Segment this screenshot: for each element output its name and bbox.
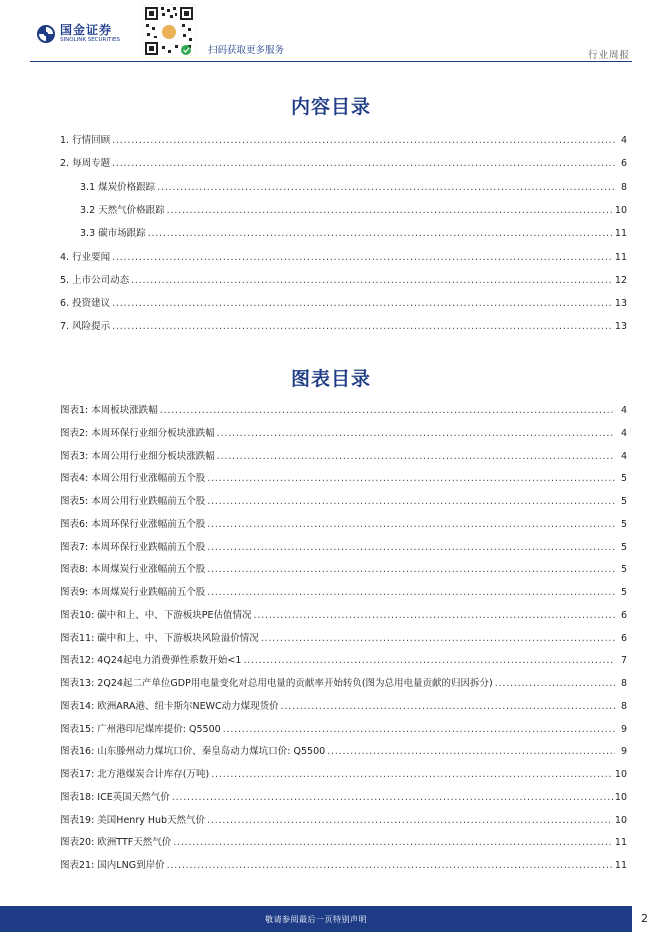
toc-leader-dots (207, 587, 615, 599)
toc-entry-label: 图表9: 本周煤炭行业跌幅前五个股 (60, 587, 206, 598)
toc-entry-page: 9 (620, 723, 627, 735)
logo-en-text: SINOLINK SECURITIES (60, 37, 120, 44)
toc-entry-label: 图表14: 欧洲ARA港、纽卡斯尔NEWC动力煤现货价 (60, 700, 279, 712)
toc-entry-page: 4 (620, 135, 627, 146)
toc-entry-label: 3.3 碳市场跟踪 (80, 228, 146, 240)
toc-entry-label: 图表7: 本周环保行业跌幅前五个股 (60, 541, 206, 553)
toc-entry-page: 10 (614, 791, 627, 803)
toc-entry-label: 5. 上市公司动态 (60, 274, 130, 286)
toc-entry-label: 图表1: 本周板块涨跌幅 (60, 405, 158, 416)
company-logo (36, 24, 120, 44)
toc-leader-dots (112, 158, 615, 170)
page-footer (0, 906, 662, 936)
toc-leader-dots (281, 701, 615, 713)
toc-entry-label: 图表13: 2Q24起二产单位GDP用电量变化对总用电量的贡献率开始转负(图为总用电量贡献的归因拆分) (60, 678, 493, 689)
toc-entry[interactable] (60, 746, 627, 758)
footer-disclaimer: 敬请参阅最后一页特别声明 (265, 915, 367, 924)
toc-leader-dots (495, 678, 615, 690)
toc-entry-label: 图表15: 广州港印尼煤库提价: Q5500 (60, 723, 221, 735)
toc-entry-page: 10 (614, 769, 627, 780)
toc-entry[interactable] (60, 701, 627, 713)
toc-entry-label: 7. 风险提示 (60, 321, 111, 333)
toc-entry-page: 8 (620, 181, 627, 193)
toc-entry-label: 图表5: 本周公用行业跌幅前五个股 (60, 496, 206, 507)
toc-entry[interactable] (80, 182, 627, 194)
figures-title: 图表目录 (290, 368, 371, 390)
toc-entry-label: 图表20: 欧洲TTF天然气价 (60, 837, 172, 849)
toc-entry-label: 2. 每周专题 (60, 158, 111, 170)
toc-entry[interactable] (60, 792, 627, 804)
toc-leader-dots (327, 746, 615, 758)
toc-entry-page: 4 (620, 427, 627, 439)
toc-entry-label: 图表12: 4Q24起电力消费弹性系数开始<1 (60, 655, 242, 667)
toc-entry-label: 6. 投资建议 (60, 298, 111, 310)
toc-entry-page: 5 (620, 541, 627, 553)
toc-leader-dots (217, 451, 615, 463)
toc-leader-dots (112, 298, 613, 310)
toc-entry[interactable] (80, 205, 627, 217)
logo-mark-icon (36, 24, 56, 44)
toc-entry[interactable] (60, 587, 627, 599)
toc-entry[interactable] (60, 678, 627, 690)
toc-entry[interactable] (60, 158, 627, 170)
toc-leader-dots (167, 860, 613, 872)
toc-entry-page: 6 (620, 609, 627, 621)
toc-leader-dots (173, 837, 613, 849)
toc-entry[interactable] (60, 837, 627, 849)
toc-entry[interactable] (60, 321, 627, 333)
toc-leader-dots (207, 473, 615, 485)
toc-entry[interactable] (60, 724, 627, 736)
toc-entry-page: 5 (620, 473, 627, 485)
toc-entry-page: 11 (614, 860, 627, 871)
toc-entry[interactable] (60, 860, 627, 872)
toc-entry[interactable] (60, 451, 627, 463)
toc-entry-label: 3.2 天然气价格跟踪 (80, 204, 165, 216)
toc-entry-page: 10 (614, 204, 627, 216)
toc-leader-dots (207, 542, 615, 554)
toc-entry-label: 图表6: 本周环保行业涨幅前五个股 (60, 518, 206, 530)
toc-leader-dots (261, 633, 615, 645)
toc-leader-dots (148, 228, 613, 240)
toc-entry-page: 5 (620, 564, 627, 576)
toc-leader-dots (207, 496, 615, 508)
header-divider (30, 61, 632, 62)
toc-entry-page: 4 (620, 405, 627, 416)
toc-entry-label: 图表3: 本周公用行业细分板块涨跌幅 (60, 450, 215, 462)
toc-leader-dots (211, 769, 613, 781)
qr-code-icon[interactable] (142, 4, 196, 58)
contents-title: 内容目录 (290, 96, 371, 118)
toc-entry-page: 13 (614, 298, 627, 310)
toc-entry[interactable] (60, 298, 627, 310)
toc-leader-dots (172, 792, 613, 804)
toc-entry-label: 图表11: 碳中和上、中、下游板块风险溢价情况 (60, 632, 259, 644)
toc-entry-label: 图表17: 北方港煤炭合计库存(万吨) (60, 769, 210, 780)
toc-entry-page: 8 (620, 678, 627, 689)
toc-entry-label: 图表10: 碳中和上、中、下游板块PE估值情况 (60, 609, 252, 621)
toc-leader-dots (217, 428, 615, 440)
scan-qr-prompt: 扫码获取更多服务 (208, 45, 285, 56)
toc-leader-dots (254, 610, 615, 622)
toc-leader-dots (167, 205, 613, 217)
toc-leader-dots (207, 815, 613, 827)
toc-leader-dots (160, 405, 615, 417)
toc-entry[interactable] (60, 542, 627, 554)
toc-entry-page: 13 (614, 321, 627, 333)
toc-entry-page: 11 (614, 251, 627, 263)
logo-cn-text: 国金证券 (60, 23, 113, 38)
toc-entry[interactable] (60, 564, 627, 576)
toc-entry-label: 4. 行业要闻 (60, 251, 111, 263)
footer-bar (0, 906, 632, 932)
toc-leader-dots (112, 252, 613, 264)
toc-entry-label: 图表4: 本周公用行业涨幅前五个股 (60, 473, 206, 485)
toc-entry-page: 11 (614, 837, 627, 849)
toc-entry-label: 图表2: 本周环保行业细分板块涨跌幅 (60, 427, 215, 439)
toc-leader-dots (112, 135, 615, 147)
toc-entry-label: 1. 行情回顾 (60, 135, 111, 146)
toc-entry-page: 6 (620, 158, 627, 170)
toc-entry[interactable] (60, 275, 627, 287)
toc-entry-label: 图表19: 美国Henry Hub天然气价 (60, 814, 206, 826)
toc-entry-page: 9 (620, 746, 627, 758)
toc-leader-dots (207, 564, 615, 576)
toc-entry[interactable] (60, 815, 627, 827)
toc-entry-label: 图表8: 本周煤炭行业涨幅前五个股 (60, 564, 206, 576)
toc-entry-label: 3.1 煤炭价格跟踪 (80, 181, 156, 193)
toc-entry-page: 11 (614, 228, 627, 240)
toc-entry-page: 7 (620, 655, 627, 667)
toc-entry-page: 6 (620, 632, 627, 644)
toc-entry[interactable] (60, 610, 627, 622)
toc-leader-dots (243, 655, 615, 667)
page-number: 2 (641, 912, 648, 925)
toc-leader-dots (207, 519, 615, 531)
toc-leader-dots (131, 275, 613, 287)
toc-entry-label: 图表18: ICE英国天然气价 (60, 791, 170, 803)
toc-leader-dots (112, 321, 613, 333)
toc-entry-label: 图表16: 山东滕州动力煤坑口价、秦皇岛动力煤坑口价: Q5500 (60, 746, 326, 758)
toc-entry-page: 12 (614, 274, 627, 286)
toc-entry-page: 5 (620, 518, 627, 530)
toc-entry[interactable] (60, 252, 627, 264)
toc-leader-dots (223, 724, 615, 736)
toc-entry-label: 图表21: 国内LNG到岸价 (60, 860, 165, 871)
toc-entry-page: 10 (614, 814, 627, 826)
toc-entry[interactable] (60, 519, 627, 531)
toc-entry[interactable] (60, 428, 627, 440)
report-type-label: 行业周报 (587, 50, 630, 61)
toc-entry[interactable] (60, 655, 627, 667)
toc-leader-dots (157, 182, 615, 194)
toc-entry[interactable] (60, 633, 627, 645)
toc-entry[interactable] (80, 228, 627, 240)
toc-entry[interactable] (60, 473, 627, 485)
toc-entry[interactable] (60, 135, 627, 147)
toc-entry-page: 5 (620, 587, 627, 598)
toc-entry[interactable] (60, 769, 627, 781)
toc-entry-page: 8 (620, 700, 627, 712)
page-header (0, 0, 662, 62)
toc-entry[interactable] (60, 405, 627, 417)
toc-entry[interactable] (60, 496, 627, 508)
toc-entry-page: 5 (620, 496, 627, 507)
toc-entry-page: 4 (620, 450, 627, 462)
